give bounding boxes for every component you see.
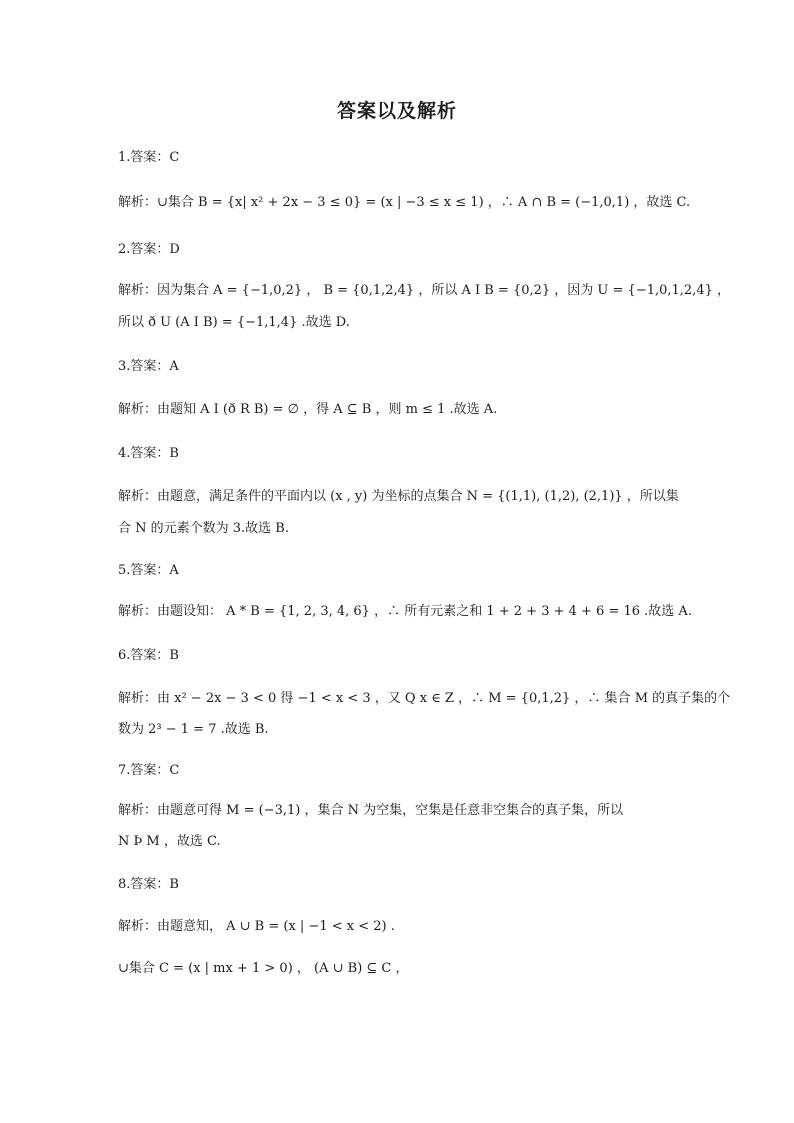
analysis-line-6-2: 数为 2³ − 1 = 7 .故选 B. (118, 722, 269, 737)
answer-line-1: 1.答案：C (118, 150, 180, 165)
analysis-line-2-2: 所以 ð U (A I B) = {−1,1,4} .故选 D. (118, 315, 350, 330)
analysis-line-4-1: 解析：由题意，满足条件的平面内以 (x , y) 为坐标的点集合 N = {(1,1), (1,2), (2,1)} ，所以集 (118, 489, 679, 504)
analysis-line-2-1: 解析：因为集合 A = {−1,0,2} ， B = {0,1,2,4} ，所以 A I B = {0,2} ，因为 U = {−1,0,1,2,4} ， (118, 283, 730, 298)
analysis-line-8-2: ∪集合 C = (x | mx + 1 > 0) ， (A ∪ B) ⊆ C ， (118, 961, 409, 976)
answer-line-5: 5.答案：A (118, 563, 179, 578)
answer-line-7: 7.答案：C (118, 763, 180, 778)
answer-line-8: 8.答案：B (118, 877, 179, 892)
page-title: 答案以及解析 (336, 100, 457, 122)
analysis-line-3-1: 解析：由题知 A I (ð R B) = ∅ ，得 A ⊆ B ，则 m ≤ 1 .故选 A. (118, 402, 498, 417)
answer-line-4: 4.答案：B (118, 446, 179, 461)
analysis-line-7-1: 解析：由题意可得 M = (−3,1) ，集合 N 为空集，空集是任意非空集合的真子集，所以 (118, 803, 624, 818)
analysis-line-5-1: 解析：由题设知： A * B = {1, 2, 3, 4, 6} ，∴ 所有元素之和 1 + 2 + 3 + 4 + 6 = 16 .故选 A. (118, 604, 692, 619)
answer-line-3: 3.答案：A (118, 359, 179, 374)
analysis-line-4-2: 合 N 的元素个数为 3.故选 B. (118, 521, 289, 536)
analysis-line-8-1: 解析：由题意知， A ∪ B = (x | −1 < x < 2) . (118, 919, 395, 934)
analysis-line-6-1: 解析：由 x² − 2x − 3 < 0 得 −1 < x < 3 ，又 Q x ∈ Z ，∴ M = {0,1,2} ，∴ 集合 M 的真子集的个 (118, 691, 731, 706)
analysis-line-7-2: N Þ M ，故选 C. (118, 834, 221, 849)
answer-line-2: 2.答案：D (118, 242, 180, 257)
answer-line-6: 6.答案：B (118, 648, 179, 663)
analysis-line-1-1: 解析：∪集合 B = {x| x² + 2x − 3 ≤ 0} = (x | −3 ≤ x ≤ 1) ，∴ A ∩ B = (−1,0,1) ，故选 C. (118, 195, 691, 210)
